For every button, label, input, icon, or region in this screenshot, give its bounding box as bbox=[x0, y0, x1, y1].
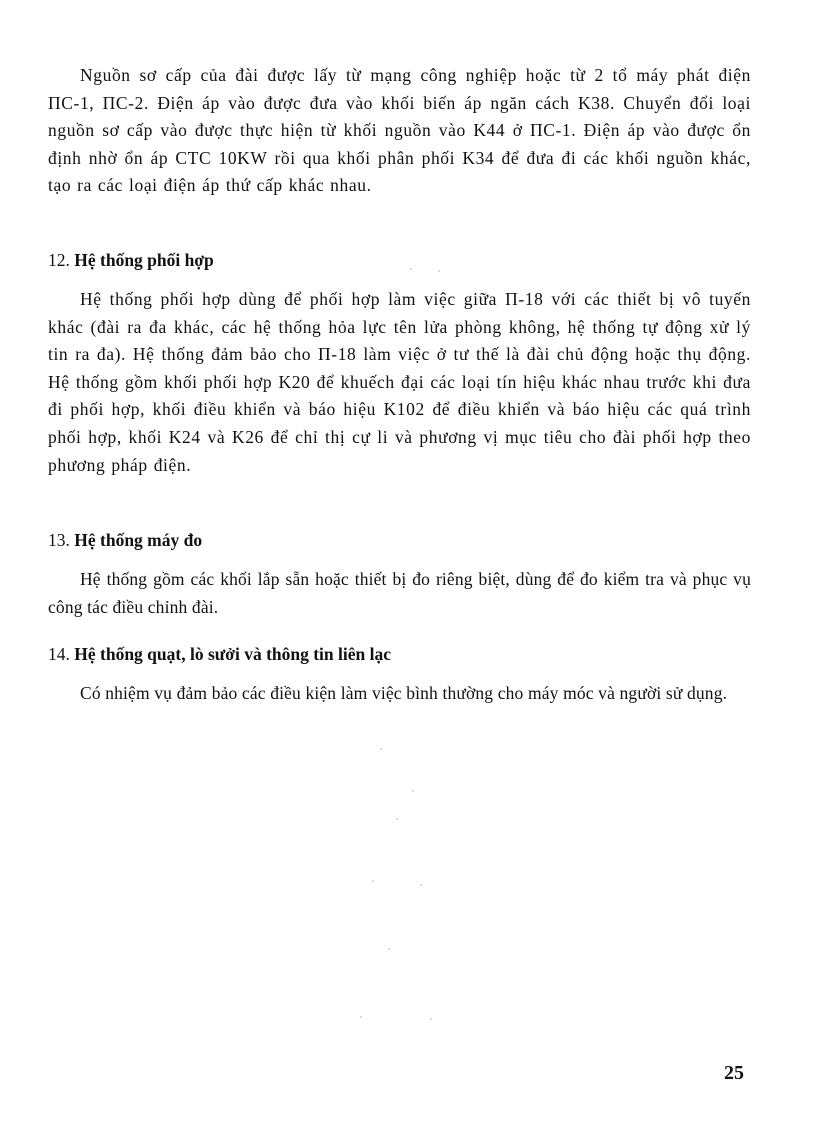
section-heading-14 bbox=[48, 642, 391, 666]
section-number: 14. bbox=[48, 644, 70, 664]
paragraph-ventilation-system: Có nhiệm vụ đảm bảo các điều kiện làm việc bình thường cho máy móc và người sử dụng. bbox=[80, 683, 728, 703]
section-title: Hệ thống phối hợp bbox=[74, 250, 214, 270]
scan-speck bbox=[372, 880, 374, 882]
scan-speck bbox=[430, 1018, 432, 1020]
section-title: Hệ thống quạt, lò sưởi và thông tin liên lạc bbox=[74, 644, 392, 664]
scan-speck bbox=[410, 268, 412, 270]
page-number: 25 bbox=[724, 1062, 744, 1084]
section-number: 12. bbox=[48, 250, 70, 270]
scan-speck bbox=[412, 790, 414, 792]
paragraph-coordination-system: Hệ thống phối hợp dùng để phối hợp làm việc giữa П-18 với các thiết bị vô tuyến khác (đài ra đa khác, các hệ thống hỏa lực tên lửa phòng không, hệ thống tự động xử lý tin ra đa). Hệ thống đảm bảo cho П-18 làm việc ở tư thế là đài chủ động hoặc thụ động. Hệ thống gồm khối phối hợp K20 để khuếch đại các loại tín hiệu khác nhau trước khi đưa đi phối hợp, khối điều khiển và báo hiệu K102 để điều khiển và báo hiệu các quá trình phối hợp, khối K24 và K26 để chỉ thị cự li và phương vị mục tiêu cho đài phối hợp theo phương pháp điện. bbox=[48, 289, 751, 475]
section-title: Hệ thống máy đo bbox=[74, 530, 203, 550]
scan-speck bbox=[360, 1016, 362, 1018]
section-heading-12 bbox=[48, 248, 214, 272]
scan-speck bbox=[380, 748, 382, 750]
paragraph-power-supply: Nguồn sơ cấp của đài được lấy từ mạng công nghiệp hoặc từ 2 tổ máy phát điện ПС-1, ПС-2. Điện áp vào được đưa vào khối biến áp ngăn cách K38. Chuyển đổi loại nguồn sơ cấp vào được thực hiện từ khối nguồn vào K44 ở ПС-1. Điện áp vào được ổn định nhờ ổn áp CTC 10KW rồi qua khối phân phối K34 để đưa đi các khối nguồn khác, tạo ra các loại điện áp thứ cấp khác nhau. bbox=[48, 65, 751, 196]
section-heading-13 bbox=[48, 528, 202, 552]
paragraph-measurement-system: Hệ thống gồm các khối lắp sẵn hoặc thiết bị đo riêng biệt, dùng để đo kiểm tra và phục vụ công tác điều chỉnh đài. bbox=[48, 569, 751, 617]
scan-speck bbox=[438, 270, 440, 272]
section-number: 13. bbox=[48, 530, 70, 550]
scan-speck bbox=[388, 948, 390, 950]
scan-speck bbox=[396, 818, 398, 820]
scan-speck bbox=[420, 884, 422, 886]
